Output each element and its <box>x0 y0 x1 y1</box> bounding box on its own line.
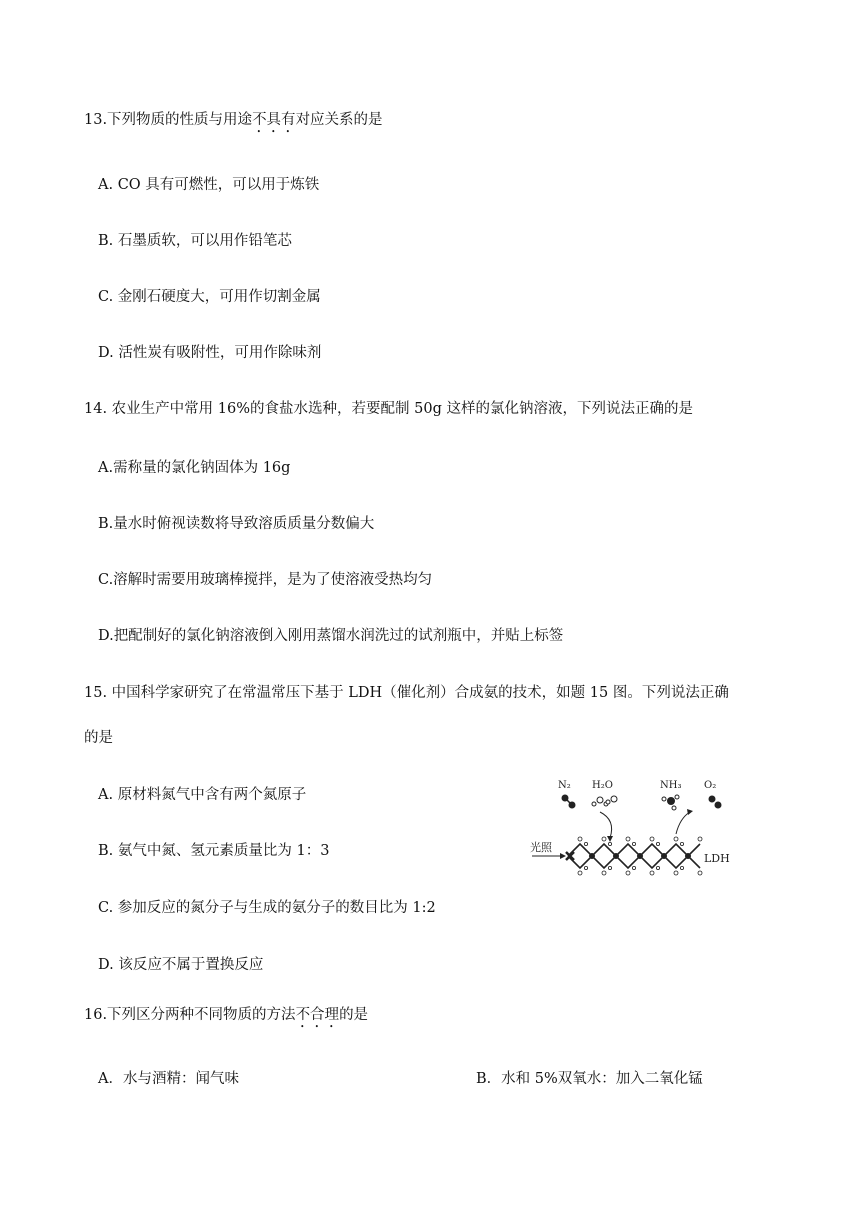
q16-option-a: A．水与酒精：闻气味 <box>98 1071 239 1087</box>
o2-molecule-icon <box>709 796 722 809</box>
q13-option-c: C. 金刚石硬度大，可用作切割金属 <box>98 289 321 305</box>
q14-option-a: A.需称量的氯化钠固体为 16g <box>98 460 291 476</box>
water-in-arrow-icon <box>600 812 612 838</box>
nh3-label: NH₃ <box>660 780 682 791</box>
h2o-molecule-icon <box>592 796 617 806</box>
q15-figure <box>528 772 768 896</box>
q14-option-c: C.溶解时需要用玻璃棒搅拌，是为了使溶液受热均匀 <box>98 572 433 588</box>
q16-option-b: B．水和 5%双氧水：加入二氧化锰 <box>476 1071 703 1087</box>
q13-stem-emphasis: 不具有 <box>252 112 296 128</box>
q13-stem-pre: 13.下列物质的性质与用途 <box>84 112 253 128</box>
q15-option-b: B. 氨气中氮、氢元素质量比为 1：3 <box>98 843 330 859</box>
q16-stem-pre: 16.下列区分两种不同物质的方法 <box>84 1007 296 1023</box>
ammonia-out-arrow-icon <box>676 812 690 834</box>
q15-stem-line1: 15. 中国科学家研究了在常温常压下基于 LDH（催化剂）合成氨的技术，如题 15 图。下列说法正确 <box>84 685 729 701</box>
q15-option-c: C. 参加反应的氮分子与生成的氨分子的数目比为 1:2 <box>98 900 436 916</box>
q15-stem-line2: 的是 <box>84 730 113 746</box>
nh3-molecule-icon <box>662 795 679 810</box>
light-label: 光照 <box>530 841 552 854</box>
o2-label: O₂ <box>704 780 717 791</box>
water-in-arrowhead-icon <box>607 836 613 842</box>
q16-stem <box>84 1005 368 1031</box>
n2-label: N₂ <box>558 780 571 791</box>
q13-option-a: A. CO 具有可燃性，可以用于炼铁 <box>98 177 320 193</box>
q13-option-b: B. 石墨质软，可以用作铅笔芯 <box>98 233 292 249</box>
h2o-label: H₂O <box>592 780 613 791</box>
q14-option-b: B.量水时俯视读数将导致溶质质量分数偏大 <box>98 516 375 532</box>
q14-stem: 14. 农业生产中常用 16%的食盐水选种，若要配制 50g 这样的氯化钠溶液，下列说法正确的是 <box>84 401 693 417</box>
q13-stem <box>84 110 383 136</box>
q16-stem-emphasis: 不合理 <box>295 1007 340 1023</box>
q15-option-d: D. 该反应不属于置换反应 <box>98 957 264 973</box>
light-arrowhead-icon <box>560 853 566 859</box>
q14-option-d: D.把配制好的氯化钠溶液倒入刚用蒸馏水润洗过的试剂瓶中，并贴上标签 <box>98 628 564 644</box>
ldh-layer-icon <box>566 837 702 875</box>
q16-stem-post: 的是 <box>339 1007 369 1023</box>
q13-option-d: D. 活性炭有吸附性，可用作除味剂 <box>98 345 322 361</box>
n2-molecule-icon <box>562 795 576 809</box>
ammonia-out-arrowhead-icon <box>687 809 693 815</box>
ldh-label: LDH <box>704 852 730 865</box>
q15-option-a: A. 原材料氮气中含有两个氮原子 <box>98 787 307 803</box>
q13-stem-post: 对应关系的是 <box>295 112 383 128</box>
